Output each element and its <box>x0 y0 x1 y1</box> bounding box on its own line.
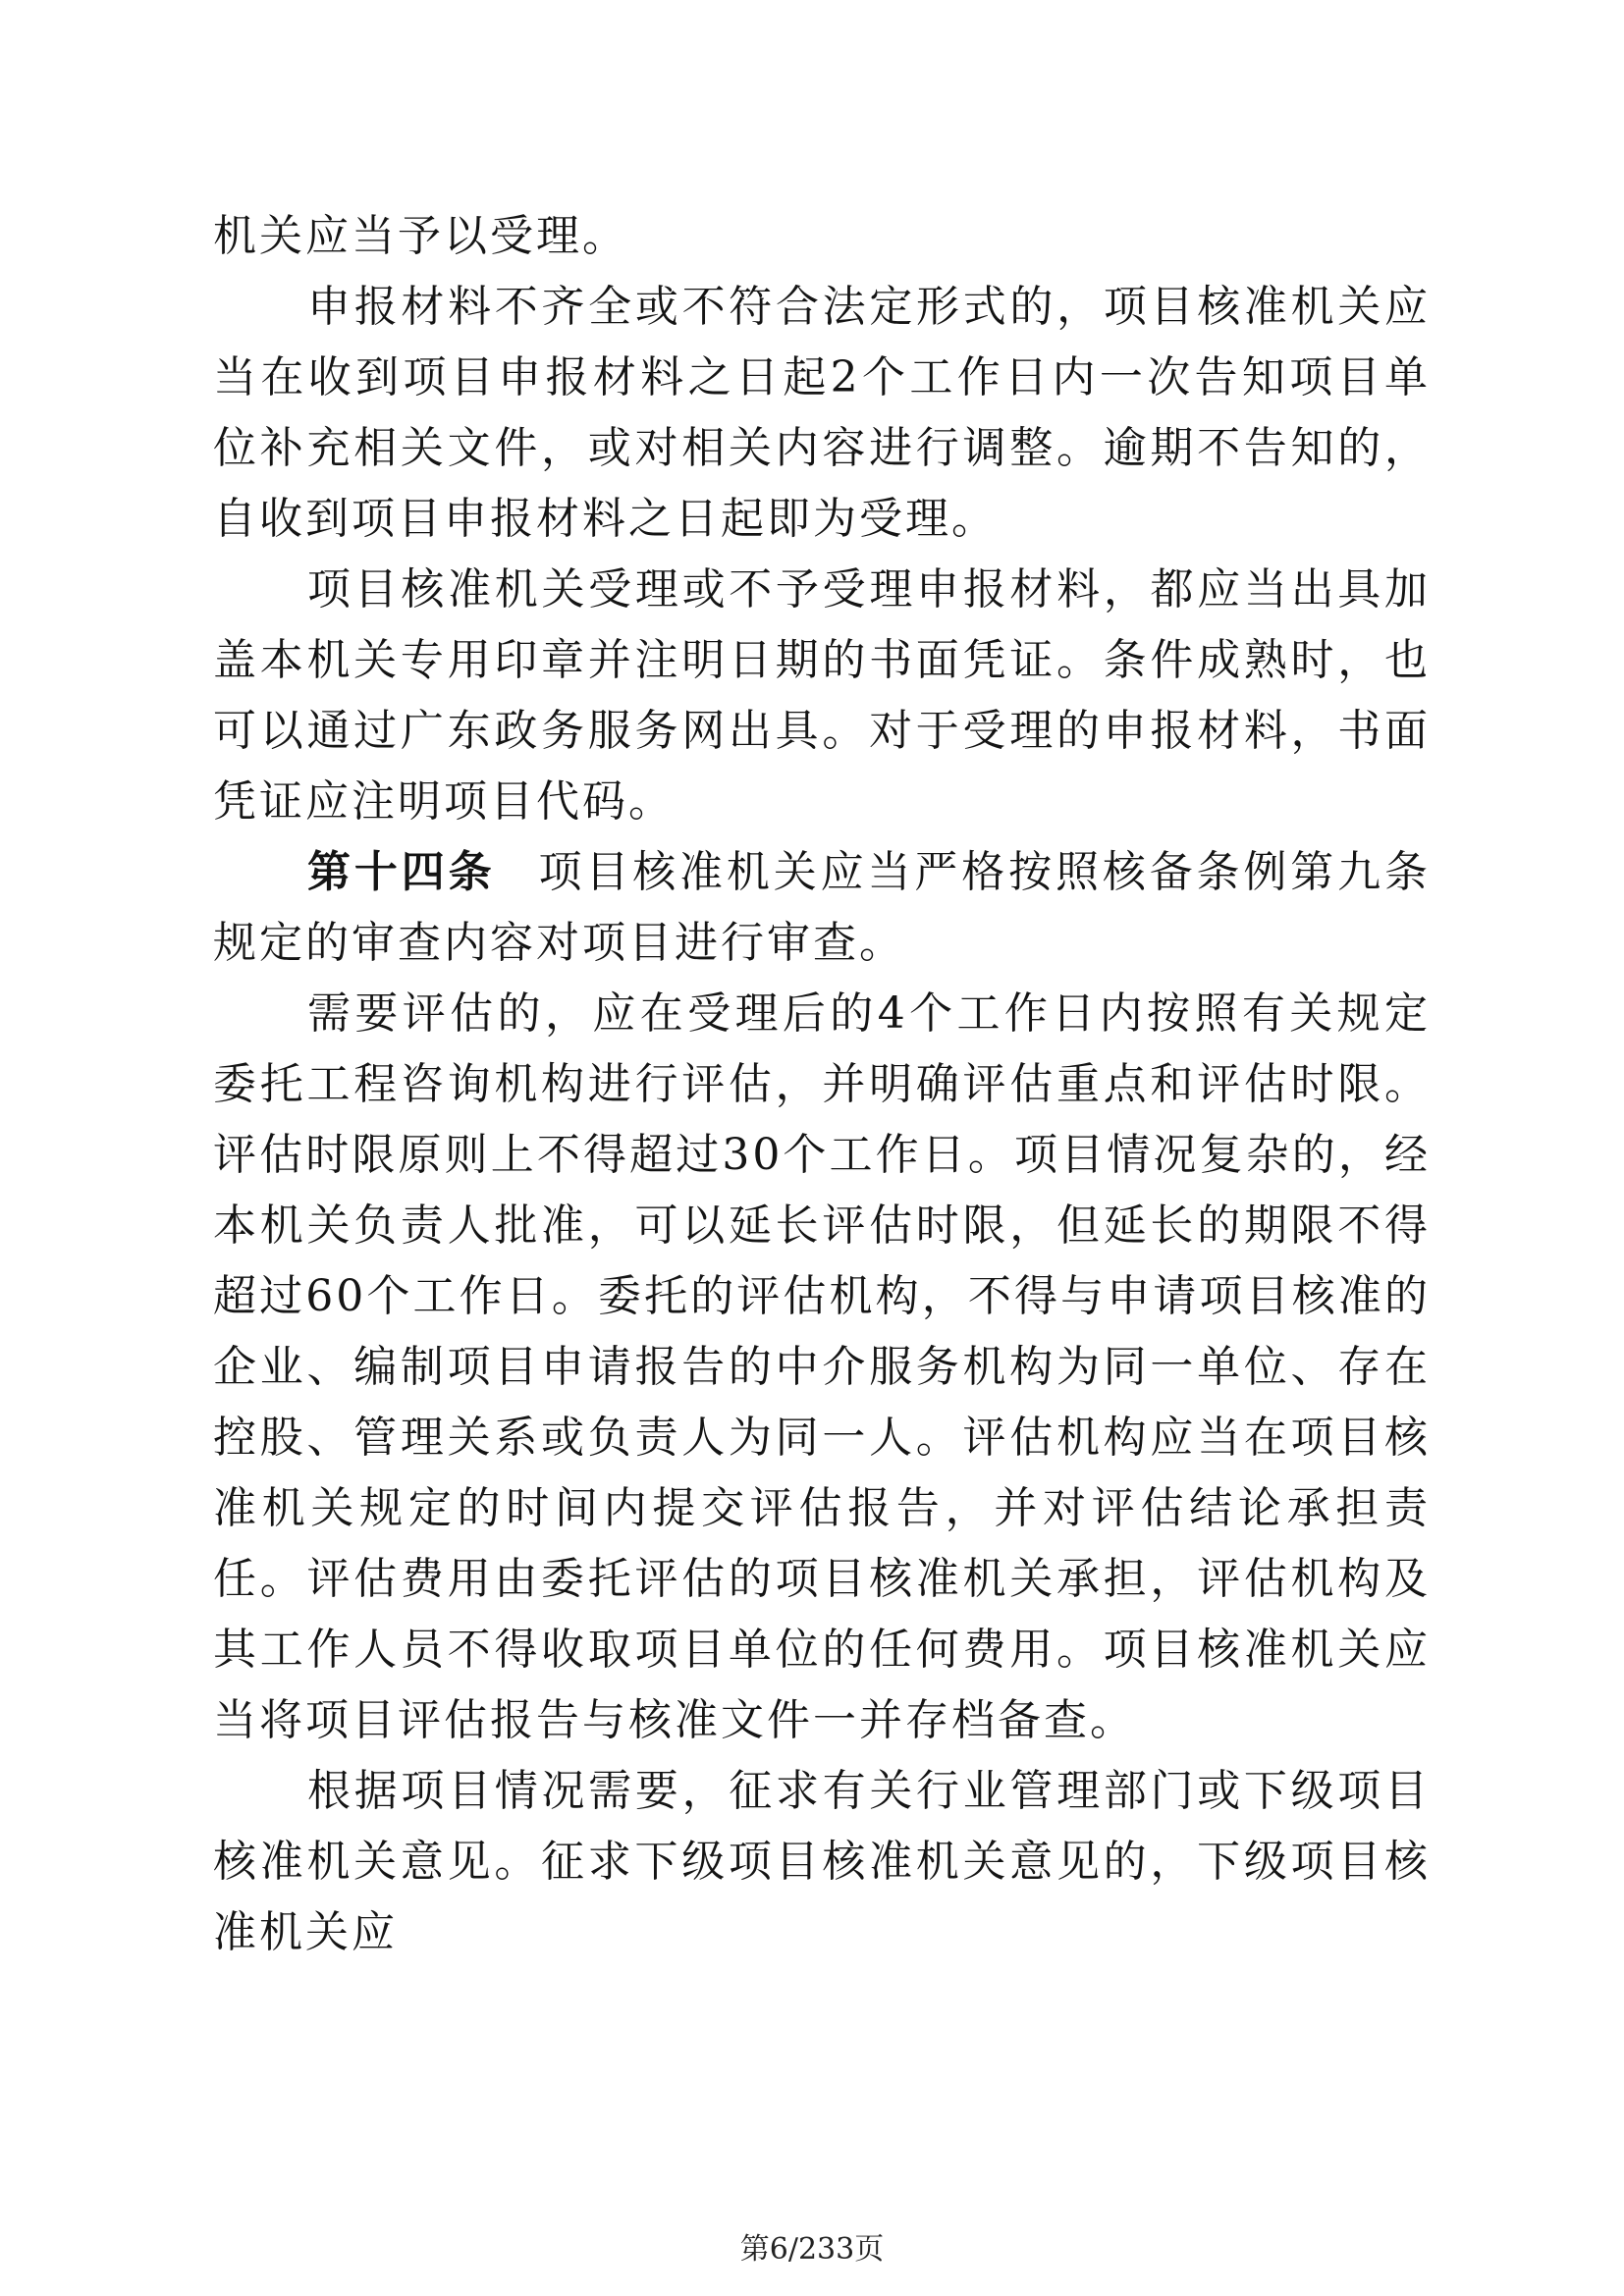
paragraph-evaluation: 需要评估的，应在受理后的4个工作日内按照有关规定委托工程咨询机构进行评估，并明确评估重点和评估时限。评估时限原则上不得超过30个工作日。项目情况复杂的，经本机关负责人批准，可以延长评估时限，但延长的期限不得超过60个工作日。委托的评估机构，不得与申请项目核准的企业、编制项目申请报告的中介服务机构为同一单位、存在控股、管理关系或负责人为同一人。评估机构应当在项目核准机关规定的时间内提交评估报告，并对评估结论承担责任。评估费用由委托评估的项目核准机关承担，评估机构及其工作人员不得收取项目单位的任何费用。项目核准机关应当将项目评估报告与核准文件一并存档备查。 <box>213 988 1431 1745</box>
article-14-paragraph <box>213 837 1431 979</box>
paragraph-consultation: 根据项目情况需要，征求有关行业管理部门或下级项目核准机关意见。征求下级项目核准机关意见的，下级项目核准机关应 <box>213 1766 1431 1957</box>
paragraph-continuation: 机关应当予以受理。 <box>213 211 628 261</box>
article-number: 第十四条 <box>307 847 496 897</box>
paragraph-incomplete-materials: 申报材料不齐全或不符合法定形式的，项目核准机关应当在收到项目申报材料之日起2个工作日内一次告知项目单位补充相关文件，或对相关内容进行调整。逾期不告知的，自收到项目申报材料之日起即为受理。 <box>213 282 1431 544</box>
article-14-text: 项目核准机关应当严格按照核备条例第九条规定的审查内容对项目进行审查。 <box>213 847 1432 968</box>
page-number: 第6/233页 <box>739 2232 885 2267</box>
paragraph-acceptance-certificate: 项目核准机关受理或不予受理申报材料，都应当出具加盖本机关专用印章并注明日期的书面凭证。条件成熟时，也可以通过广东政务服务网出具。对于受理的申报材料，书面凭证应注明项目代码。 <box>213 564 1431 827</box>
document-body <box>213 201 1431 1968</box>
